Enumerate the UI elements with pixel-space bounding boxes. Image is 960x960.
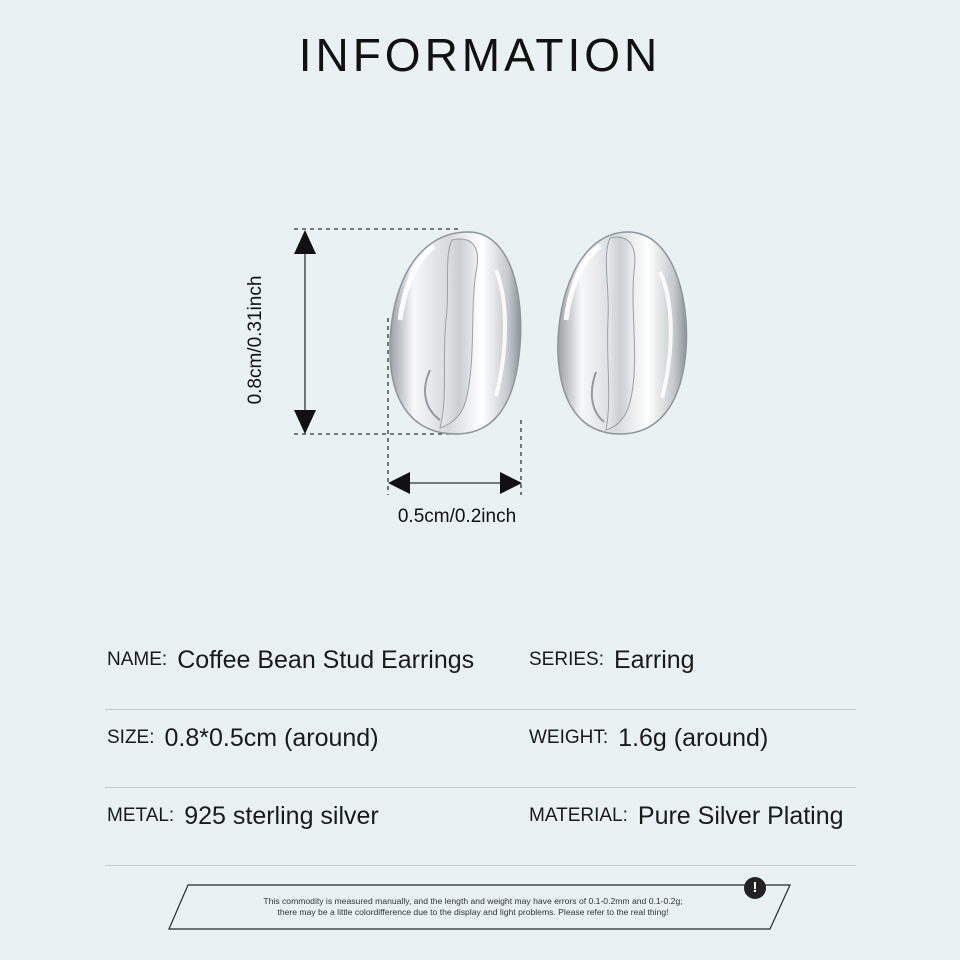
- spec-row-size-weight: [105, 710, 856, 788]
- spec-weight: [529, 710, 768, 766]
- height-dimension-label: 0.8cm/0.31inch: [245, 275, 266, 405]
- disclaimer-line-1: This commodity is measured manually, and the length and weight may have errors of 0.1-0.2mm and 0.1-0.2g;: [263, 896, 683, 906]
- width-dimension-label: 0.5cm/0.2inch: [397, 506, 517, 527]
- spec-series: [529, 632, 695, 688]
- spec-row-name-series: [105, 632, 856, 710]
- spec-weight-value: 1.6g (around): [618, 723, 769, 752]
- spec-table: [105, 632, 856, 866]
- spec-size-value: 0.8*0.5cm (around): [164, 723, 379, 752]
- spec-metal-label: METAL:: [107, 805, 175, 826]
- spec-size: [107, 710, 379, 766]
- spec-material-label: MATERIAL:: [529, 805, 628, 826]
- spec-metal: [107, 788, 379, 844]
- spec-name: [107, 632, 474, 688]
- disclaimer-notice: [168, 879, 792, 930]
- spec-material: [529, 788, 844, 844]
- disclaimer-line-2: there may be a little colordifference due to the display and light problems. Please refer to the real thing!: [277, 907, 669, 917]
- page-title: INFORMATION: [298, 29, 662, 81]
- spec-material-value: Pure Silver Plating: [637, 801, 844, 830]
- spec-series-value: Earring: [613, 645, 695, 674]
- spec-weight-label: WEIGHT:: [529, 727, 609, 748]
- left-earring-image: [390, 232, 521, 434]
- spec-name-label: NAME:: [107, 649, 168, 670]
- spec-series-label: SERIES:: [529, 649, 604, 670]
- spec-metal-value: 925 sterling silver: [184, 801, 379, 830]
- right-earring-image: [558, 232, 687, 434]
- exclamation-icon: !: [744, 877, 766, 899]
- spec-row-metal-material: [105, 788, 856, 866]
- spec-name-value: Coffee Bean Stud Earrings: [177, 645, 475, 674]
- spec-size-label: SIZE:: [107, 727, 155, 748]
- disclaimer-text: [198, 896, 748, 918]
